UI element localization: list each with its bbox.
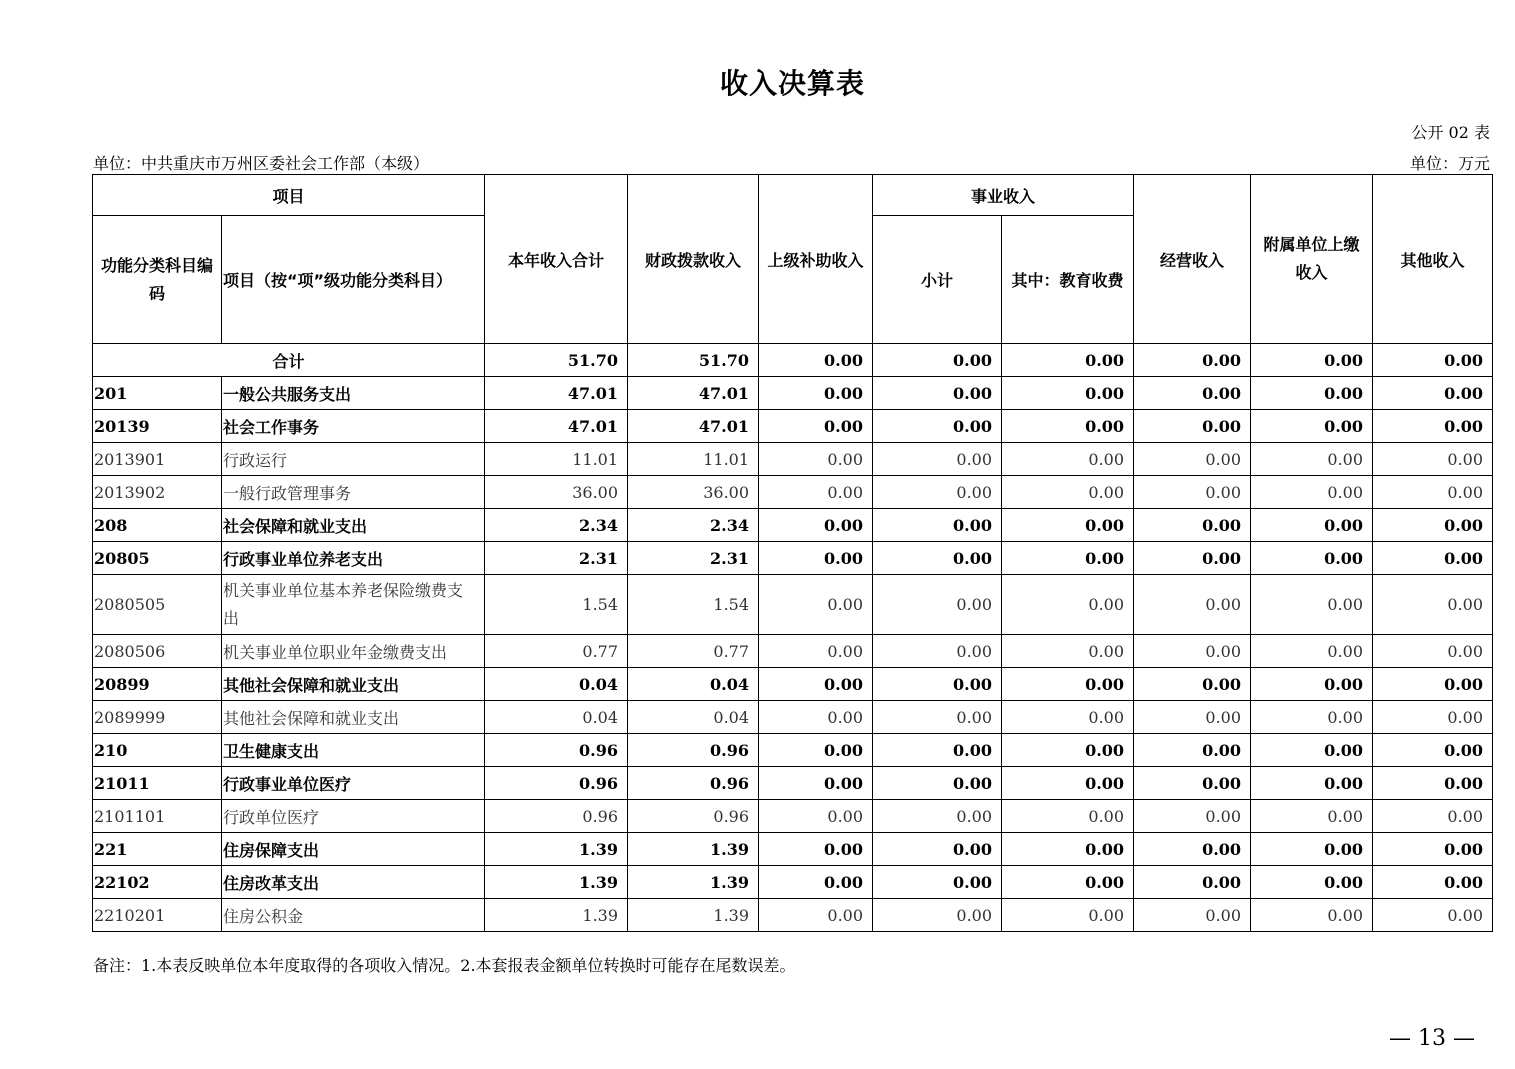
row-name: 一般公共服务支出 — [222, 377, 485, 410]
row-value: 0.00 — [759, 575, 873, 635]
row-value: 0.04 — [485, 668, 628, 701]
row-value: 0.00 — [1134, 509, 1251, 542]
row-name: 其他社会保障和就业支出 — [222, 701, 485, 734]
row-value: 0.00 — [1134, 899, 1251, 932]
row-value: 0.00 — [1251, 800, 1373, 833]
row-value: 47.01 — [485, 377, 628, 410]
row-value: 1.39 — [628, 833, 759, 866]
income-table — [92, 174, 1493, 932]
header-operating: 经营收入 — [1134, 175, 1251, 344]
row-value: 47.01 — [628, 410, 759, 443]
table-row — [93, 899, 1493, 932]
row-name: 机关事业单位基本养老保险缴费支出 — [222, 575, 485, 635]
row-value: 0.00 — [873, 701, 1002, 734]
table-row — [93, 575, 1493, 635]
header-affiliate: 附属单位上缴收入 — [1251, 175, 1373, 344]
row-value: 0.00 — [1134, 443, 1251, 476]
row-value: 0.00 — [1002, 767, 1134, 800]
table-body — [93, 344, 1493, 932]
row-value: 0.00 — [1002, 635, 1134, 668]
row-value: 0.00 — [873, 509, 1002, 542]
row-code: 208 — [93, 509, 222, 542]
row-value: 0.00 — [759, 866, 873, 899]
total-cell: 0.00 — [873, 344, 1002, 377]
row-code: 20805 — [93, 542, 222, 575]
row-name: 卫生健康支出 — [222, 734, 485, 767]
table-row — [93, 410, 1493, 443]
row-value: 36.00 — [628, 476, 759, 509]
row-value: 0.00 — [1002, 443, 1134, 476]
row-value: 0.00 — [1373, 635, 1493, 668]
row-value: 11.01 — [628, 443, 759, 476]
row-value: 0.00 — [759, 635, 873, 668]
row-value: 0.00 — [1134, 575, 1251, 635]
row-value: 0.96 — [485, 734, 628, 767]
row-name: 住房公积金 — [222, 899, 485, 932]
row-value: 1.54 — [485, 575, 628, 635]
table-row — [93, 734, 1493, 767]
row-value: 0.00 — [1373, 443, 1493, 476]
row-value: 36.00 — [485, 476, 628, 509]
table-row — [93, 635, 1493, 668]
row-value: 2.31 — [628, 542, 759, 575]
row-value: 0.00 — [1251, 734, 1373, 767]
header-subtotal: 小计 — [873, 216, 1002, 344]
row-value: 0.00 — [1251, 701, 1373, 734]
row-code: 2089999 — [93, 701, 222, 734]
row-value: 0.00 — [1251, 635, 1373, 668]
table-row — [93, 701, 1493, 734]
row-value: 0.00 — [1002, 833, 1134, 866]
row-value: 0.00 — [1002, 509, 1134, 542]
row-value: 0.00 — [1373, 509, 1493, 542]
row-value: 0.00 — [1134, 635, 1251, 668]
header-fiscal: 财政拨款收入 — [628, 175, 759, 344]
row-value: 0.00 — [759, 800, 873, 833]
row-value: 0.00 — [1373, 377, 1493, 410]
row-value: 0.00 — [873, 899, 1002, 932]
row-value: 0.00 — [1002, 701, 1134, 734]
row-value: 0.00 — [873, 476, 1002, 509]
row-value: 0.00 — [759, 377, 873, 410]
row-value: 0.04 — [485, 701, 628, 734]
row-value: 0.96 — [628, 800, 759, 833]
row-value: 0.00 — [873, 542, 1002, 575]
header-career: 事业收入 — [873, 175, 1134, 216]
table-row — [93, 767, 1493, 800]
table-row — [93, 377, 1493, 410]
row-name: 机关事业单位职业年金缴费支出 — [222, 635, 485, 668]
row-code: 2210201 — [93, 899, 222, 932]
row-value: 0.00 — [873, 734, 1002, 767]
row-value: 0.00 — [1002, 866, 1134, 899]
row-value: 0.00 — [1134, 800, 1251, 833]
row-code: 2101101 — [93, 800, 222, 833]
form-number: 公开 02 表 — [1411, 123, 1490, 142]
row-value: 0.00 — [873, 833, 1002, 866]
table-row — [93, 476, 1493, 509]
row-value: 1.39 — [485, 833, 628, 866]
total-row — [93, 344, 1493, 377]
row-value: 0.00 — [1002, 668, 1134, 701]
row-value: 0.00 — [1002, 899, 1134, 932]
row-value: 0.00 — [1251, 899, 1373, 932]
row-value: 0.00 — [1373, 476, 1493, 509]
row-value: 0.00 — [1373, 410, 1493, 443]
row-value: 0.00 — [1373, 866, 1493, 899]
row-code: 210 — [93, 734, 222, 767]
row-value: 0.04 — [628, 701, 759, 734]
row-name: 社会保障和就业支出 — [222, 509, 485, 542]
row-value: 0.00 — [873, 668, 1002, 701]
row-value: 0.00 — [759, 542, 873, 575]
row-value: 0.04 — [628, 668, 759, 701]
row-value: 0.00 — [1134, 767, 1251, 800]
row-value: 2.31 — [485, 542, 628, 575]
row-value: 0.00 — [1373, 899, 1493, 932]
row-value: 0.00 — [873, 800, 1002, 833]
table-row — [93, 542, 1493, 575]
row-value: 0.00 — [1134, 377, 1251, 410]
row-value: 0.00 — [1251, 410, 1373, 443]
row-value: 0.00 — [1134, 734, 1251, 767]
row-value: 0.77 — [485, 635, 628, 668]
row-value: 0.00 — [1251, 542, 1373, 575]
row-value: 0.00 — [759, 833, 873, 866]
row-value: 0.00 — [1373, 734, 1493, 767]
row-value: 0.00 — [1251, 443, 1373, 476]
row-value: 1.39 — [628, 866, 759, 899]
row-value: 1.39 — [485, 899, 628, 932]
row-value: 47.01 — [628, 377, 759, 410]
row-value: 0.00 — [1251, 866, 1373, 899]
page-number: — 13 — — [1389, 1026, 1475, 1051]
row-value: 0.00 — [873, 410, 1002, 443]
header-item-name: 项目（按“项”级功能分类科目） — [222, 216, 485, 344]
page-title: 收入决算表 — [719, 67, 865, 100]
total-cell: 0.00 — [759, 344, 873, 377]
row-code: 201 — [93, 377, 222, 410]
row-value: 1.54 — [628, 575, 759, 635]
row-value: 0.00 — [873, 767, 1002, 800]
row-value: 0.00 — [1373, 767, 1493, 800]
row-value: 0.00 — [1373, 701, 1493, 734]
header-total: 本年收入合计 — [485, 175, 628, 344]
row-value: 0.00 — [1134, 701, 1251, 734]
row-value: 0.00 — [759, 899, 873, 932]
header-education: 其中：教育收费 — [1002, 216, 1134, 344]
row-value: 0.00 — [1002, 476, 1134, 509]
row-value: 0.00 — [1251, 377, 1373, 410]
row-value: 0.00 — [1002, 410, 1134, 443]
table-row — [93, 443, 1493, 476]
row-value: 1.39 — [628, 899, 759, 932]
row-value: 0.00 — [1134, 866, 1251, 899]
row-value: 0.00 — [1251, 509, 1373, 542]
money-unit: 单位：万元 — [1409, 154, 1490, 173]
table-row — [93, 668, 1493, 701]
row-value: 0.00 — [1002, 542, 1134, 575]
total-cell: 0.00 — [1002, 344, 1134, 377]
row-value: 0.00 — [1373, 575, 1493, 635]
total-cell: 0.00 — [1251, 344, 1373, 377]
row-value: 0.00 — [1134, 668, 1251, 701]
row-value: 0.00 — [1002, 734, 1134, 767]
row-value: 0.96 — [485, 800, 628, 833]
header-superior: 上级补助收入 — [759, 175, 873, 344]
row-value: 0.00 — [1134, 542, 1251, 575]
row-value: 0.00 — [759, 668, 873, 701]
row-value: 47.01 — [485, 410, 628, 443]
total-cell: 51.70 — [628, 344, 759, 377]
table-row — [93, 833, 1493, 866]
row-code: 21011 — [93, 767, 222, 800]
row-value: 0.00 — [873, 443, 1002, 476]
row-value: 0.96 — [628, 734, 759, 767]
row-value: 0.00 — [1002, 800, 1134, 833]
row-value: 0.00 — [873, 575, 1002, 635]
header-project: 项目 — [93, 175, 485, 216]
row-code: 20139 — [93, 410, 222, 443]
total-label: 合计 — [93, 344, 485, 377]
row-code: 2013902 — [93, 476, 222, 509]
table-row — [93, 866, 1493, 899]
table-row — [93, 509, 1493, 542]
unit-organization: 单位：中共重庆市万州区委社会工作部（本级） — [93, 154, 430, 173]
row-value: 0.00 — [873, 377, 1002, 410]
row-name: 行政事业单位医疗 — [222, 767, 485, 800]
row-value: 0.00 — [759, 443, 873, 476]
header-func-code: 功能分类科目编码 — [93, 216, 222, 344]
row-value: 0.00 — [759, 410, 873, 443]
row-name: 一般行政管理事务 — [222, 476, 485, 509]
row-value: 0.00 — [759, 701, 873, 734]
row-code: 221 — [93, 833, 222, 866]
header-other: 其他收入 — [1373, 175, 1493, 344]
row-value: 0.00 — [1373, 542, 1493, 575]
row-value: 0.96 — [628, 767, 759, 800]
row-value: 0.00 — [759, 734, 873, 767]
row-value: 0.00 — [873, 866, 1002, 899]
row-value: 0.00 — [1251, 476, 1373, 509]
row-value: 2.34 — [485, 509, 628, 542]
row-value: 0.00 — [1251, 668, 1373, 701]
row-value: 0.00 — [1251, 575, 1373, 635]
row-value: 11.01 — [485, 443, 628, 476]
row-value: 1.39 — [485, 866, 628, 899]
row-value: 0.77 — [628, 635, 759, 668]
row-code: 22102 — [93, 866, 222, 899]
row-code: 2080506 — [93, 635, 222, 668]
row-value: 0.00 — [1134, 410, 1251, 443]
row-name: 行政运行 — [222, 443, 485, 476]
row-value: 0.00 — [1373, 800, 1493, 833]
table-row — [93, 800, 1493, 833]
row-value: 0.00 — [759, 509, 873, 542]
row-code: 20899 — [93, 668, 222, 701]
row-value: 0.00 — [1134, 476, 1251, 509]
row-value: 0.00 — [759, 476, 873, 509]
row-name: 其他社会保障和就业支出 — [222, 668, 485, 701]
row-name: 住房改革支出 — [222, 866, 485, 899]
row-value: 0.00 — [1251, 833, 1373, 866]
row-name: 住房保障支出 — [222, 833, 485, 866]
row-value: 2.34 — [628, 509, 759, 542]
row-value: 0.00 — [1251, 767, 1373, 800]
row-value: 0.00 — [759, 767, 873, 800]
table-note: 备注：1.本表反映单位本年度取得的各项收入情况。2.本套报表金额单位转换时可能存在尾数误差。 — [93, 956, 796, 975]
row-name: 行政事业单位养老支出 — [222, 542, 485, 575]
row-value: 0.96 — [485, 767, 628, 800]
row-value: 0.00 — [1373, 833, 1493, 866]
row-value: 0.00 — [1373, 668, 1493, 701]
total-cell: 0.00 — [1373, 344, 1493, 377]
row-value: 0.00 — [873, 635, 1002, 668]
row-value: 0.00 — [1002, 377, 1134, 410]
row-value: 0.00 — [1134, 833, 1251, 866]
total-cell: 51.70 — [485, 344, 628, 377]
row-value: 0.00 — [1002, 575, 1134, 635]
total-cell: 0.00 — [1134, 344, 1251, 377]
row-name: 行政单位医疗 — [222, 800, 485, 833]
row-code: 2013901 — [93, 443, 222, 476]
row-name: 社会工作事务 — [222, 410, 485, 443]
row-code: 2080505 — [93, 575, 222, 635]
